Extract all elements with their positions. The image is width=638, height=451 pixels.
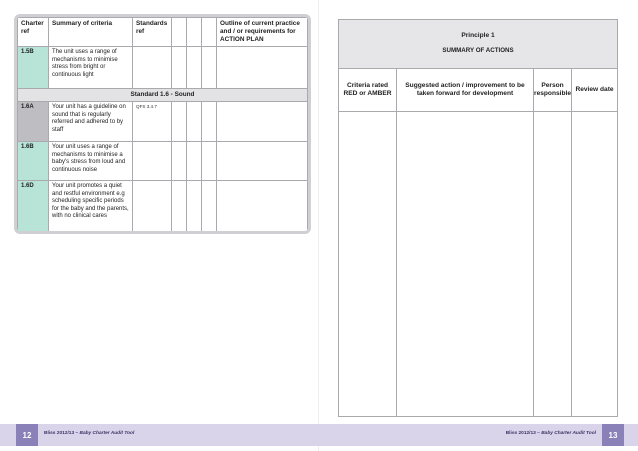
summary-header [339, 20, 617, 69]
footer-title: Baby Charter Audit Tool [541, 431, 596, 436]
table-row [18, 142, 308, 181]
column-person-responsible[interactable] [534, 69, 572, 416]
column-header: Review date [572, 69, 617, 112]
rating-amber-cell[interactable] [187, 181, 202, 232]
rating-amber-cell[interactable] [187, 102, 202, 142]
rating-green-cell[interactable] [172, 47, 187, 89]
footer-title: Baby Charter Audit Tool [79, 431, 135, 436]
rating-green-cell[interactable] [172, 181, 187, 232]
column-criteria-rated[interactable] [339, 69, 397, 416]
rating-green-cell[interactable] [172, 102, 187, 142]
audit-table-frame [14, 14, 311, 234]
row-standard [133, 142, 172, 181]
col-outline: Outline of current practice and / or requirements for ACTION PLAN [217, 18, 308, 47]
standard-band: Standard 1.6 - Sound [18, 89, 308, 102]
row-criteria: Your unit promotes a quiet and restful environment e.g scheduling specific periods for the baby and the parents, with no clinical cares [49, 181, 133, 232]
left-footer [0, 424, 319, 446]
column-header: Criteria rated RED or AMBER [339, 69, 396, 112]
right-page-number: 13 [602, 424, 624, 446]
footer-prefix: Bliss 2012/13 – [505, 431, 542, 436]
row-ref: 1.6D [18, 181, 49, 232]
column-suggested-action[interactable] [397, 69, 534, 416]
left-footer-text [44, 431, 134, 436]
row-standard: QFS 3.4.7 [133, 102, 172, 142]
summary-title: SUMMARY OF ACTIONS [442, 47, 514, 54]
col-criteria: Summary of criteria [49, 18, 133, 47]
rating-amber-cell[interactable] [187, 142, 202, 181]
row-ref: 1.6B [18, 142, 49, 181]
rating-red-cell[interactable] [202, 102, 217, 142]
standard-band-row [18, 89, 308, 102]
summary-of-actions-table [338, 19, 618, 417]
col-standards-ref: Standards ref [133, 18, 172, 47]
col-charter-ref: Charter ref [18, 18, 49, 47]
row-ref: 1.6A [18, 102, 49, 142]
outline-cell[interactable] [217, 181, 308, 232]
right-footer-text [506, 431, 596, 436]
rating-red-cell[interactable] [202, 47, 217, 89]
rating-red-cell[interactable] [202, 181, 217, 232]
outline-cell[interactable] [217, 47, 308, 89]
right-footer [319, 424, 638, 446]
audit-header-row [18, 18, 308, 47]
row-criteria: Your unit uses a range of mechanisms to minimise a baby's stress from loud and continuous noise [49, 142, 133, 181]
table-row [18, 47, 308, 89]
outline-cell[interactable] [217, 102, 308, 142]
table-row [18, 102, 308, 142]
page-spine [318, 0, 319, 451]
row-criteria: Your unit has a guideline on sound that is regularly referred and adhered to by staff [49, 102, 133, 142]
outline-cell[interactable] [217, 142, 308, 181]
rating-red-cell[interactable] [202, 142, 217, 181]
column-review-date[interactable] [572, 69, 617, 416]
principle-title: Principle 1 [461, 32, 495, 39]
left-page-number: 12 [16, 424, 38, 446]
footer-prefix: Bliss 2012/13 – [44, 431, 80, 436]
row-ref: 1.5B [18, 47, 49, 89]
row-standard [133, 181, 172, 232]
column-header: Person responsible [534, 69, 571, 112]
rating-green-cell[interactable] [172, 142, 187, 181]
col-amber: A [187, 18, 202, 47]
col-green: G [172, 18, 187, 47]
col-red: R [202, 18, 217, 47]
row-criteria: The unit uses a range of mechanisms to minimise stress from bright or continuous light [49, 47, 133, 89]
column-header: Suggested action / improvement to be taken forward for development [397, 69, 533, 112]
table-row [18, 181, 308, 232]
row-standard [133, 47, 172, 89]
rating-amber-cell[interactable] [187, 47, 202, 89]
audit-table [17, 17, 308, 232]
summary-columns [339, 69, 617, 416]
